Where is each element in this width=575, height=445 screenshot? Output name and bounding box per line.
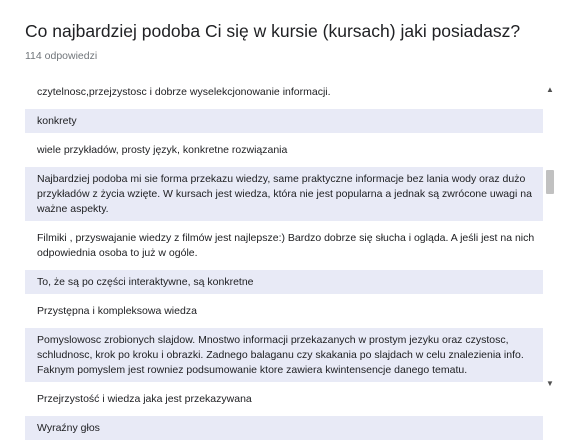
response-count: 114 odpowiedzi <box>25 50 98 62</box>
response-item: Przejrzystość i wiedza jaka jest przekazywana <box>25 387 543 411</box>
response-item: Przystępna i kompleksowa wiedza <box>25 299 543 323</box>
responses-scrollbar[interactable] <box>544 84 556 390</box>
scroll-thumb[interactable] <box>546 170 554 194</box>
response-item: Wyraźny głos <box>25 416 543 440</box>
scroll-track[interactable] <box>544 96 556 378</box>
response-item: czytelnosc,przejzystosc i dobrze wyselekcjonowanie informacji. <box>25 80 543 104</box>
responses-list-content <box>25 80 543 445</box>
scroll-down-arrow-icon[interactable]: ▼ <box>546 379 554 388</box>
response-item: Pomyslowosc zrobionych slajdow. Mnostwo informacji przekazanych w prostym jezyku oraz czystosc, schludnosc, krok po kroku i obrazki. Zadnego balaganu czy skakania po slajdach w celu znalezienia info. Faknym pomyslem jest rowniez podsumowanie ktore zawiera kwintensencje danego tematu. <box>25 328 543 382</box>
responses-list[interactable] <box>25 84 543 434</box>
response-item: Najbardziej podoba mi sie forma przekazu wiedzy, same praktyczne informacje bez lania wody oraz dużo przykładów z życia wzięte. W kursach jest wiedza, która nie jest popularna a jednak są zwrócone uwagi na ważne aspekty. <box>25 167 543 221</box>
question-title: Co najbardziej podoba Ci się w kursie (kursach) jaki posiadasz? <box>25 21 521 41</box>
response-item: To, że są po części interaktywne, są konkretne <box>25 270 543 294</box>
response-item: wiele przykładów, prosty język, konkretne rozwiązania <box>25 138 543 162</box>
scroll-up-arrow-icon[interactable]: ▲ <box>546 85 554 94</box>
response-item: Filmiki , przyswajanie wiedzy z filmów jest najlepsze:) Bardzo dobrze się słucha i ogląda. A jeśli jest na nich odpowiednia osoba to już w ogóle. <box>25 226 543 265</box>
response-item: konkrety <box>25 109 543 133</box>
